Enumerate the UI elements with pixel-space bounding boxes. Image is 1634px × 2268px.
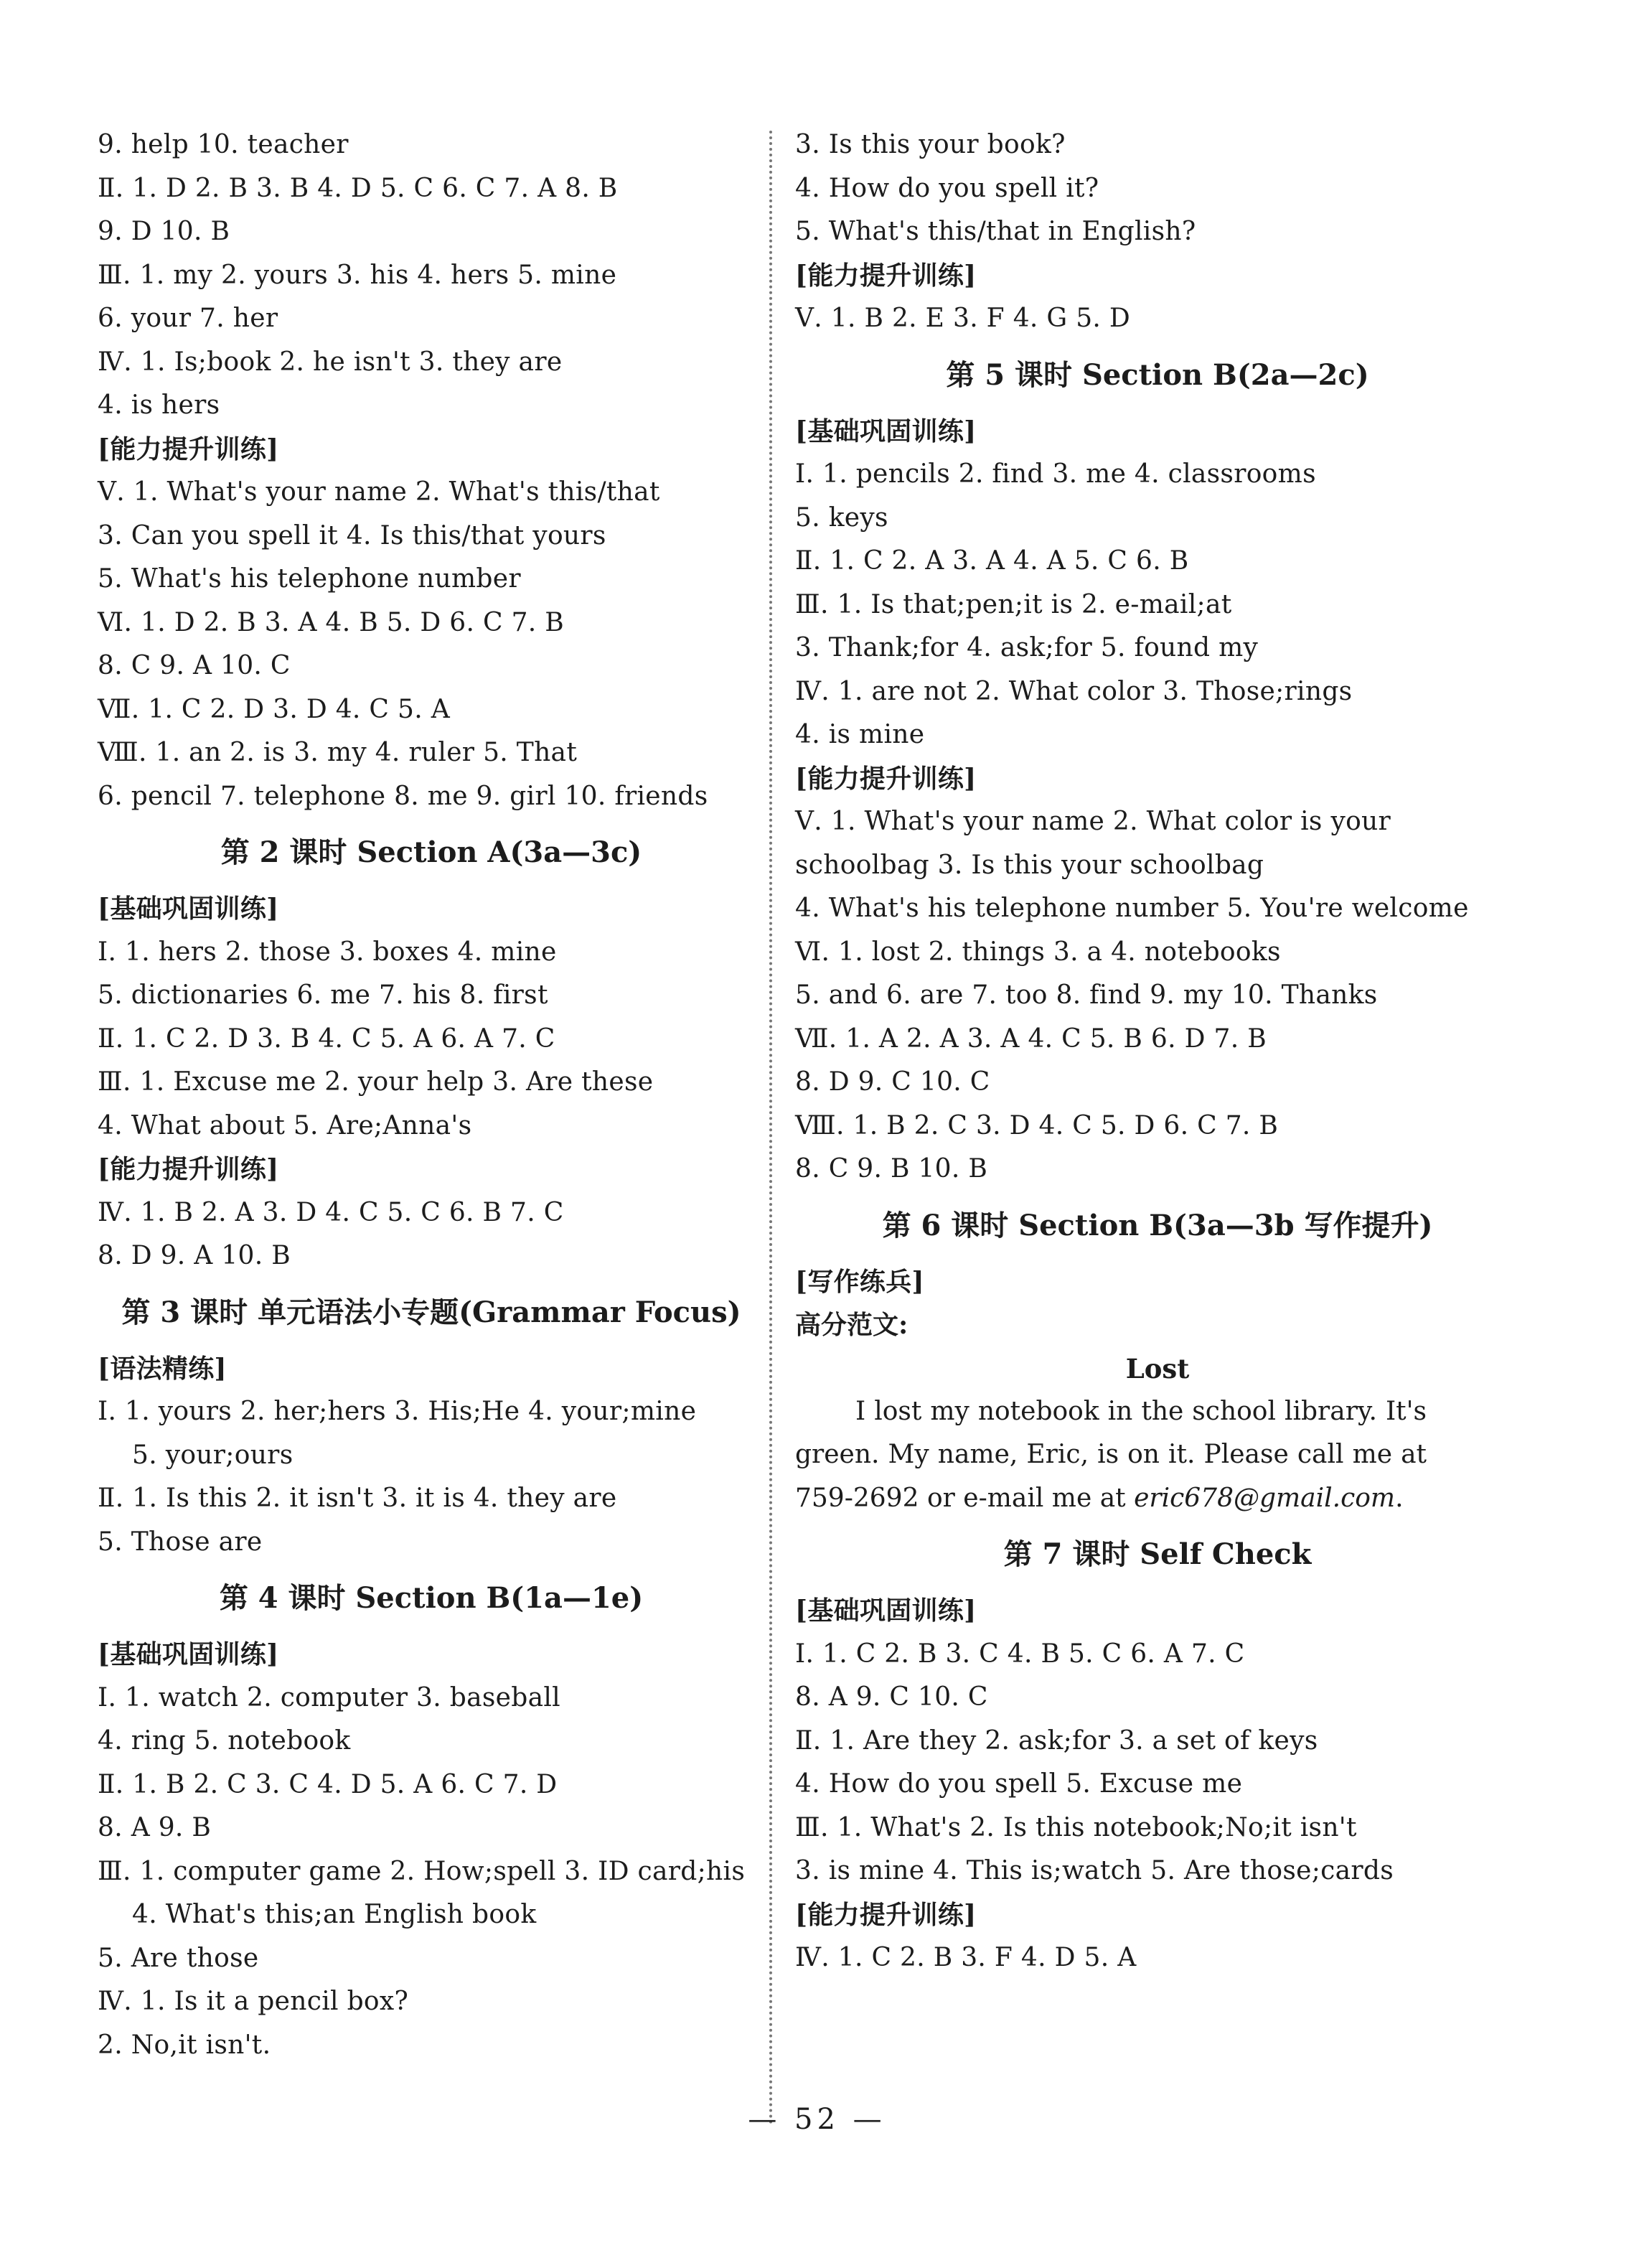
answer-line: 3. Can you spell it 4. Is this/that yours — [98, 520, 606, 550]
section-tag: [能力提升训练] — [98, 1154, 279, 1184]
column-divider — [769, 131, 772, 2126]
answer-line: 4. How do you spell 5. Excuse me — [795, 1769, 1243, 1799]
answer-line: Ⅳ. 1. Is it a pencil box? — [98, 1987, 409, 2016]
answer-line: Ⅳ. 1. B 2. A 3. D 4. C 5. C 6. B 7. C — [98, 1197, 564, 1227]
essay-title: Lost — [1125, 1352, 1190, 1384]
answer-line: 2. No,it isn't. — [98, 2030, 271, 2060]
answer-line: Ⅲ. 1. Is that;pen;it is 2. e-mail;at — [795, 589, 1232, 619]
answer-line: Ⅲ. 1. What's 2. Is this notebook;No;it isn't — [795, 1812, 1357, 1842]
answer-line: Ⅶ. 1. C 2. D 3. D 4. C 5. A — [98, 694, 450, 724]
answer-line: schoolbag 3. Is this your schoolbag — [795, 850, 1264, 880]
answer-line: Ⅰ. 1. C 2. B 3. C 4. B 5. C 6. A 7. C — [795, 1639, 1245, 1669]
lesson-heading: 第 3 课时 单元语法小专题(Grammar Focus) — [121, 1295, 741, 1329]
section-tag: [语法精练] — [98, 1353, 227, 1384]
answer-block — [795, 800, 1520, 1191]
answer-block — [98, 123, 765, 428]
section-tag: [基础巩固训练] — [98, 894, 279, 924]
answer-line: Ⅲ. 1. computer game 2. How;spell 3. ID card;his — [98, 1856, 746, 1886]
answer-line: 5. Are those — [98, 1943, 259, 1973]
answer-line: Ⅵ. 1. D 2. B 3. A 4. B 5. D 6. C 7. B — [98, 607, 565, 637]
answer-line: Ⅵ. 1. lost 2. things 3. a 4. notebooks — [795, 937, 1281, 967]
answer-line: Ⅴ. 1. B 2. E 3. F 4. G 5. D — [795, 304, 1131, 333]
answer-line: 8. C 9. B 10. B — [795, 1154, 988, 1184]
answer-line: Ⅳ. 1. Is;book 2. he isn't 3. they are — [98, 347, 563, 377]
essay-email: eric678@gmail.com — [1134, 1483, 1396, 1513]
answer-line: Ⅲ. 1. my 2. yours 3. his 4. hers 5. mine — [98, 260, 617, 290]
answer-line: 4. is mine — [795, 720, 925, 749]
answer-line: 5. and 6. are 7. too 8. find 9. my 10. Thanks — [795, 980, 1378, 1010]
answer-block — [795, 297, 1520, 341]
answer-line: 5. keys — [795, 502, 888, 533]
answer-line: Ⅱ. 1. Is this 2. it isn't 3. it is 4. they are — [98, 1484, 617, 1513]
answer-line: 9. help 10. teacher — [98, 130, 349, 159]
answer-line: 4. What's this;an English book — [132, 1900, 537, 1929]
section-tag: [基础巩固训练] — [795, 1595, 977, 1626]
answer-line: Ⅷ. 1. an 2. is 3. my 4. ruler 5. That — [98, 738, 578, 767]
answer-line: Ⅰ. 1. watch 2. computer 3. baseball — [98, 1682, 560, 1712]
answer-line: 6. pencil 7. telephone 8. me 9. girl 10. friends — [98, 781, 708, 811]
answer-line: Ⅱ. 1. C 2. A 3. A 4. A 5. C 6. B — [795, 546, 1189, 576]
answer-line: Ⅱ. 1. B 2. C 3. C 4. D 5. A 6. C 7. D — [98, 1769, 558, 1799]
answer-line: Ⅱ. 1. C 2. D 3. B 4. C 5. A 6. A 7. C — [98, 1023, 555, 1054]
answer-line: 8. D 9. A 10. B — [98, 1241, 291, 1270]
model-essay-label: 高分范文: — [795, 1310, 908, 1340]
answer-block — [795, 1936, 1520, 1980]
lesson-heading: 第 7 课时 Self Check — [1003, 1537, 1312, 1571]
section-tag: [能力提升训练] — [795, 763, 977, 794]
left-column — [98, 123, 765, 2067]
answer-line: Ⅴ. 1. What's your name 2. What color is your — [795, 807, 1391, 836]
answer-line: Ⅳ. 1. are not 2. What color 3. Those;rings — [795, 676, 1353, 706]
answer-line: Ⅱ. 1. D 2. B 3. B 4. D 5. C 6. C 7. A 8. B — [98, 173, 618, 203]
answer-line: Ⅱ. 1. Are they 2. ask;for 3. a set of keys — [795, 1725, 1318, 1756]
answer-line: 8. D 9. C 10. C — [795, 1067, 990, 1097]
answer-line: Ⅶ. 1. A 2. A 3. A 4. C 5. B 6. D 7. B — [795, 1023, 1267, 1054]
answer-line: 8. C 9. A 10. C — [98, 651, 291, 680]
answer-line: Ⅲ. 1. Excuse me 2. your help 3. Are these — [98, 1067, 654, 1097]
section-tag: [能力提升训练] — [795, 260, 977, 291]
answer-block — [795, 123, 1520, 254]
page-number: — 52 — — [748, 2103, 886, 2136]
answer-line: 5. your;ours — [132, 1440, 294, 1470]
answer-line: 5. dictionaries 6. me 7. his 8. first — [98, 980, 548, 1010]
answer-line: 5. Those are — [98, 1527, 263, 1557]
answer-block — [98, 931, 765, 1148]
right-column — [795, 123, 1520, 1980]
answer-line: 5. What's this/that in English? — [795, 217, 1196, 246]
essay-text: I lost my notebook in the school library. It's green. My name, Eric, is on it. Please call me at 759-2692 or e-mail me at — [795, 1396, 1427, 1513]
section-tag: [基础巩固训练] — [795, 416, 977, 446]
lesson-heading: 第 5 课时 Section B(2a—2c) — [946, 357, 1369, 392]
answer-line: 5. What's his telephone number — [98, 564, 521, 594]
answer-line: Ⅰ. 1. hers 2. those 3. boxes 4. mine — [98, 937, 557, 967]
essay-end: . — [1395, 1483, 1404, 1513]
answer-line: 8. A 9. C 10. C — [795, 1682, 988, 1712]
answer-block — [98, 1191, 765, 1278]
lesson-heading: 第 6 课时 Section B(3a—3b 写作提升) — [882, 1208, 1433, 1242]
answer-line: Ⅴ. 1. What's your name 2. What's this/that — [98, 477, 660, 507]
answer-block — [795, 453, 1520, 757]
answer-line: 4. ring 5. notebook — [98, 1726, 351, 1756]
answer-line: 4. How do you spell it? — [795, 173, 1099, 203]
answer-line: 4. What about 5. Are;Anna's — [98, 1110, 472, 1140]
lesson-heading: 第 2 课时 Section A(3a—3c) — [220, 835, 642, 869]
answer-line: 6. your 7. her — [98, 304, 278, 333]
answer-block — [98, 471, 765, 818]
answer-block — [98, 1677, 765, 2068]
section-tag: [能力提升训练] — [98, 434, 279, 464]
answer-line: 4. What's his telephone number 5. You're welcome — [795, 894, 1469, 923]
lesson-heading: 第 4 课时 Section B(1a—1e) — [219, 1581, 644, 1615]
answer-line: 3. Is this your book? — [795, 130, 1066, 159]
answer-line: 3. is mine 4. This is;watch 5. Are those;cards — [795, 1856, 1394, 1885]
answer-line: 9. D 10. B — [98, 217, 230, 246]
essay-paragraph — [795, 1390, 1427, 1521]
section-tag: [基础巩固训练] — [98, 1639, 279, 1669]
answer-line: Ⅰ. 1. pencils 2. find 3. me 4. classrooms — [795, 459, 1316, 489]
answer-line: 4. is hers — [98, 390, 220, 420]
answer-line: Ⅷ. 1. B 2. C 3. D 4. C 5. D 6. C 7. B — [795, 1110, 1279, 1140]
section-tag: [写作练兵] — [795, 1266, 924, 1297]
answer-line: 3. Thank;for 4. ask;for 5. found my — [795, 633, 1259, 662]
answer-line: 8. A 9. B — [98, 1813, 212, 1842]
answer-block — [98, 1390, 765, 1564]
answer-block — [795, 1633, 1520, 1893]
answer-line: Ⅳ. 1. C 2. B 3. F 4. D 5. A — [795, 1943, 1137, 1972]
section-tag: [能力提升训练] — [795, 1899, 977, 1930]
answer-line: Ⅰ. 1. yours 2. her;hers 3. His;He 4. your;mine — [98, 1397, 697, 1426]
